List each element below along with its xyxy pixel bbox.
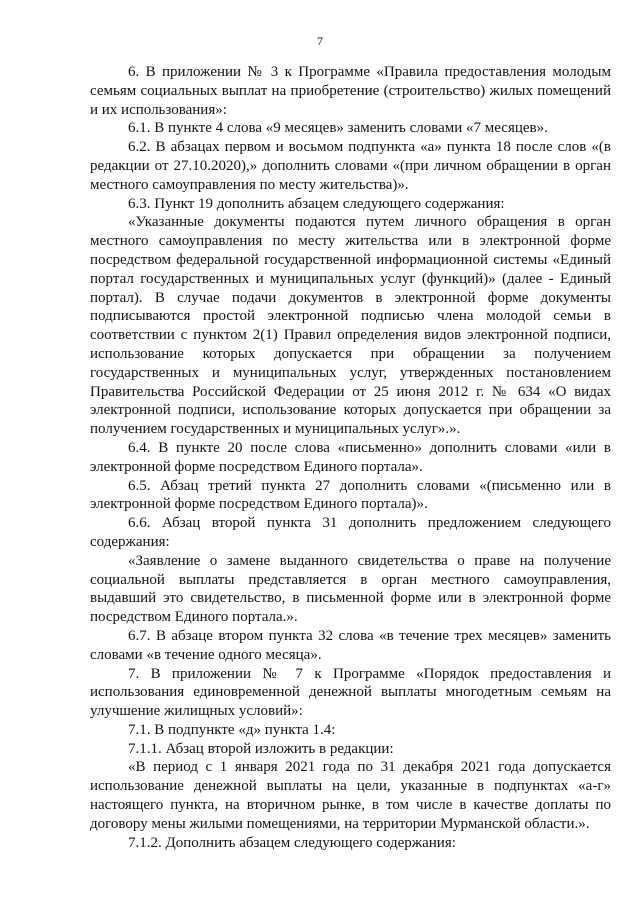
paragraph-6-4: 6.4. В пункте 20 после слова «письменно» дополнить словами «или в электронной форме посредством Единого портала».: [90, 439, 611, 475]
paragraph-6-7: 6.7. В абзаце втором пункта 32 слова «в течение трех месяцев» заменить словами «в течение одного месяца».: [90, 627, 611, 663]
page-number: 7: [317, 34, 323, 48]
paragraph-6-1: 6.1. В пункте 4 слова «9 месяцев» заменить словами «7 месяцев».: [128, 120, 548, 137]
paragraph-6-2: 6.2. В абзацах первом и восьмом подпункта «а» пункта 18 после слов «(в редакции от 27.10.2020),» дополнить словами «(при личном обращении в орган местного самоуправления по месту жительства)».: [90, 139, 611, 193]
paragraph-7-1-1-quote: «В период с 1 января 2021 года по 31 декабря 2021 года допускается использование денежной выплаты на цели, указанные в подпунктах «а-г» настоящего пункта, на вторичном рынке, в том числе в качестве доплаты по договору мены жилыми помещениями, на территории Мурманской области.».: [90, 759, 611, 832]
paragraph-7: 7. В приложении № 7 к Программе «Порядок предоставления и использования единовременной денежной выплаты многодетным семьям на улучшение жилищных условий»:: [90, 665, 611, 720]
paragraph-6: 6. В приложении № 3 к Программе «Правила предоставления молодым семьям социальных выплат на приобретение (строительство) жилых помещений и их использования»:: [90, 64, 611, 118]
document-body: [90, 63, 611, 852]
paragraph-6-3-quote: «Указанные документы подаются путем личного обращения в орган местного самоуправления по месту жительства или в электронной форме посредством федеральной государственной информационной системы «Единый портал государственных и муниципальных услуг (функций)» (далее - Единый портал). В случае подачи документов в электронной форме документы подписываются простой электронной подписью члена молодой семьи в соответствии с пунктом 2(1) Правил определения видов электронной подписи, использование которых допускается при обращении за получением государственных и муниципальных услуг, утвержденных постановлением Правительства Российской Федерации от 25 июня 2012 г. № 634 «О видах электронной подписи, использование которых допускается при обращении за получением государственных и муниципальных услуг».».: [90, 214, 611, 438]
paragraph-6-6-quote: «Заявление о замене выданного свидетельства о праве на получение социальной выплаты представляется в орган местного самоуправления, выдавший это свидетельство, в письменной форме или в электронной форме посредством Единого портала.».: [90, 552, 611, 626]
paragraph-6-6: 6.6. Абзац второй пункта 31 дополнить предложением следующего содержания:: [90, 515, 611, 550]
paragraph-7-1-2: 7.1.2. Дополнить абзацем следующего содержания:: [128, 834, 456, 851]
paragraph-6-3: 6.3. Пункт 19 дополнить абзацем следующего содержания:: [128, 195, 505, 212]
paragraph-7-1-1: 7.1.1. Абзац второй изложить в редакции:: [128, 740, 394, 757]
paragraph-7-1: 7.1. В подпункте «д» пункта 1.4:: [128, 721, 336, 738]
paragraph-6-5: 6.5. Абзац третий пункта 27 дополнить словами «(письменно или в электронной форме посредством Единого портала)».: [90, 477, 611, 513]
